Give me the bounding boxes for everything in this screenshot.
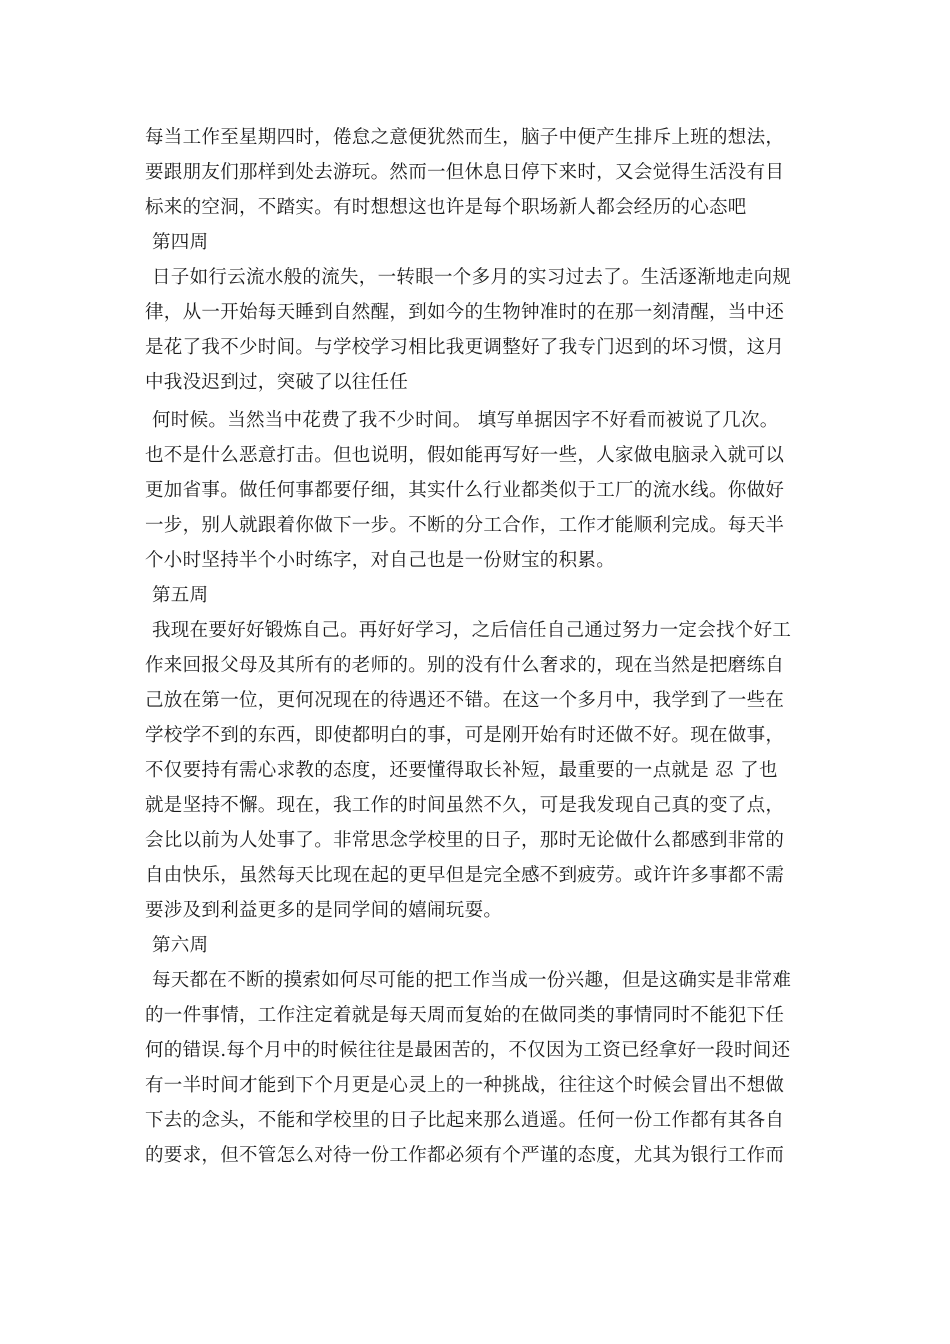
body-text-line: 下去的念头，不能和学校里的日子比起来那么逍遥。任何一份工作都有其各自 bbox=[145, 1110, 785, 1131]
body-text-line: 会比以前为人处事了。非常思念学校里的日子，那时无论做什么都感到非常的 bbox=[145, 830, 785, 851]
body-text-line: 一步，别人就跟着你做下一步。不断的分工合作，工作才能顺利完成。每天半 bbox=[145, 515, 785, 536]
body-text-line: 的一件事情，工作注定着就是每天周而复始的在做同类的事情同时不能犯下任 bbox=[145, 1005, 785, 1026]
body-text-line: 标来的空洞，不踏实。有时想想这也许是每个职场新人都会经历的心态吧 bbox=[145, 197, 747, 218]
body-text-line: 何的错误.每个月中的时候往往是最困苦的，不仅因为工资已经拿好一段时间还 bbox=[145, 1040, 791, 1061]
body-text-line: 是花了我不少时间。与学校学习相比我更调整好了我专门迟到的坏习惯，这月 bbox=[145, 337, 785, 358]
body-text-line: 己放在第一位，更何况现在的待遇还不错。在这一个多月中，我学到了一些在 bbox=[145, 690, 785, 711]
body-text-line: 学校学不到的东西，即使都明白的事，可是刚开始有时还做不好。现在做事， bbox=[145, 725, 785, 746]
body-text-line: 每当工作至星期四时，倦怠之意便犹然而生，脑子中便产生排斥上班的想法， bbox=[145, 127, 785, 148]
body-text-line: 的要求，但不管怎么对待一份工作都必须有个严谨的态度，尤其为银行工作而 bbox=[145, 1145, 785, 1166]
body-text-line: 个小时坚持半个小时练字，对自己也是一份财宝的积累。 bbox=[145, 550, 616, 571]
body-text-line: 日子如行云流水般的流失，一转眼一个多月的实习过去了。生活逐渐地走向规 bbox=[152, 267, 792, 288]
body-text-line: 自由快乐，虽然每天比现在起的更早但是完全感不到疲劳。或许许多事都不需 bbox=[145, 865, 785, 886]
section-heading-week-5: 第五周 bbox=[152, 585, 209, 606]
body-text-line: 每天都在不断的摸索如何尽可能的把工作当成一份兴趣，但是这确实是非常难 bbox=[152, 970, 792, 991]
body-text-line: 不仅要持有需心求教的态度，还要懂得取长补短，最重要的一点就是 忍 了也 bbox=[145, 760, 778, 781]
body-text-line: 也不是什么恶意打击。但也说明，假如能再写好一些，人家做电脑录入就可以 bbox=[145, 445, 785, 466]
body-text-line: 我现在要好好锻炼自己。再好好学习，之后信任自己通过努力一定会找个好工 bbox=[152, 620, 792, 641]
body-text-line: 作来回报父母及其所有的老师的。别的没有什么奢求的，现在当然是把磨练自 bbox=[145, 655, 785, 676]
section-heading-week-4: 第四周 bbox=[152, 232, 209, 253]
body-text-line: 要涉及到利益更多的是同学间的嬉闹玩耍。 bbox=[145, 900, 503, 921]
body-text-line: 更加省事。做任何事都要仔细，其实什么行业都类似于工厂的流水线。你做好 bbox=[145, 480, 785, 501]
body-text-line: 有一半时间才能到下个月更是心灵上的一种挑战，往往这个时候会冒出不想做 bbox=[145, 1075, 785, 1096]
body-text-line: 律，从一开始每天睡到自然醒，到如今的生物钟准时的在那一刻清醒，当中还 bbox=[145, 302, 785, 323]
body-text-line: 就是坚持不懈。现在，我工作的时间虽然不久，可是我发现自己真的变了点， bbox=[145, 795, 785, 816]
body-text-line: 何时候。当然当中花费了我不少时间。 填写单据因字不好看而被说了几次。 bbox=[152, 410, 779, 431]
body-text-line: 要跟朋友们那样到处去游玩。然而一但休息日停下来时，又会觉得生活没有目 bbox=[145, 162, 785, 183]
section-heading-week-6: 第六周 bbox=[152, 935, 209, 956]
body-text-line: 中我没迟到过，突破了以往任任 bbox=[145, 372, 409, 393]
